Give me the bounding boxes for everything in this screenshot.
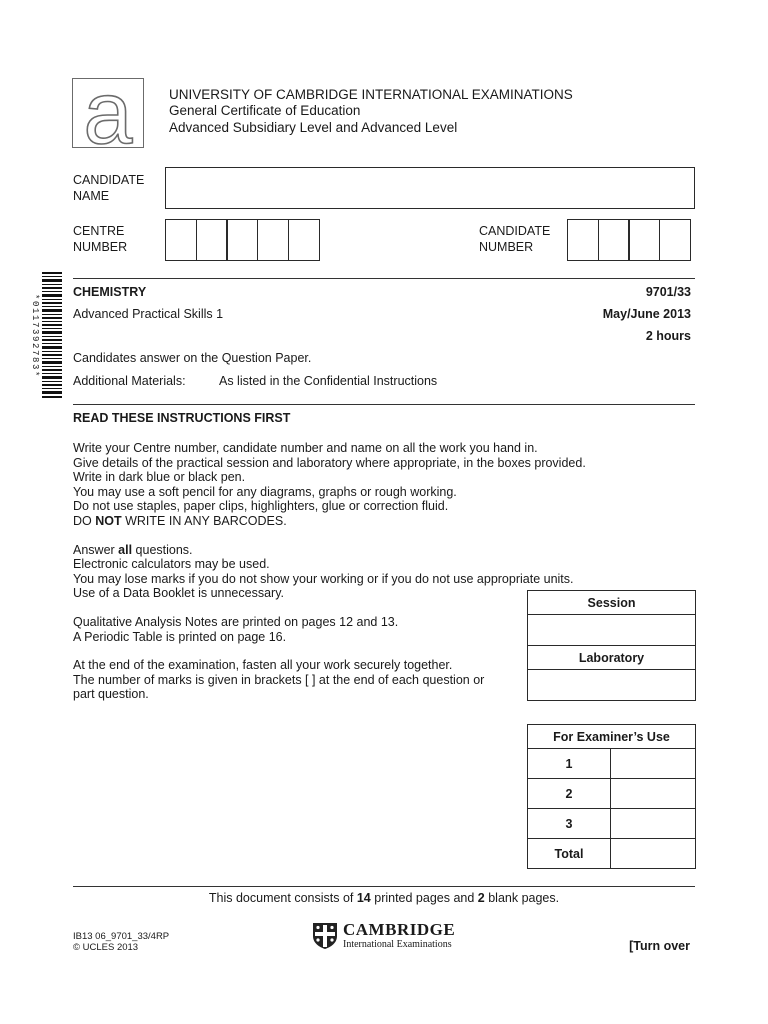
materials-label: Additional Materials:	[73, 374, 186, 388]
question-2-mark[interactable]	[611, 779, 696, 809]
logo-letter: a	[83, 63, 133, 162]
cambridge-crest-icon	[312, 922, 338, 950]
question-3-label: 3	[528, 809, 611, 839]
centre-number-boxes[interactable]	[166, 219, 320, 261]
session-label: Session	[528, 591, 696, 615]
total-label: Total	[528, 839, 611, 869]
candidate-number-cell[interactable]	[628, 219, 660, 261]
materials-value: As listed in the Confidential Instructions	[219, 374, 438, 388]
centre-number-cell[interactable]	[288, 219, 320, 261]
question-2-label: 2	[528, 779, 611, 809]
exam-session: May/June 2013	[602, 307, 691, 321]
candidate-name-label: CANDIDATE NAME	[73, 173, 145, 203]
answer-location: Candidates answer on the Question Paper.	[73, 351, 312, 365]
centre-number-cell[interactable]	[165, 219, 197, 261]
centre-number-cell[interactable]	[196, 219, 228, 261]
centre-number-cell[interactable]	[226, 219, 258, 261]
turn-over-note: [Turn over	[629, 939, 690, 953]
candidate-number-cell[interactable]	[567, 219, 599, 261]
session-field[interactable]	[528, 615, 696, 646]
paper-title: Advanced Practical Skills 1	[73, 307, 224, 321]
question-1-mark[interactable]	[611, 749, 696, 779]
candidate-number-label: CANDIDATE NUMBER	[479, 224, 551, 254]
candidate-number-cell[interactable]	[659, 219, 691, 261]
divider	[73, 404, 695, 405]
cambridge-brand-sub: International Examinations	[343, 939, 452, 950]
examiners-use-table	[527, 724, 696, 869]
barcode-number: *0117392783*	[30, 293, 40, 378]
paper-code: 9701/33	[645, 285, 691, 299]
header-level: Advanced Subsidiary Level and Advanced Level	[169, 120, 458, 135]
question-1-label: 1	[528, 749, 611, 779]
page-count-note: This document consists of 14 printed pages and 2 blank pages.	[208, 891, 560, 905]
candidate-number-cell[interactable]	[598, 219, 630, 261]
cambridge-brand: CAMBRIDGE	[343, 920, 456, 939]
subject-name: CHEMISTRY	[73, 285, 147, 299]
candidate-number-boxes[interactable]	[568, 219, 691, 261]
instructions-heading: READ THESE INSTRUCTIONS FIRST	[73, 411, 291, 425]
divider	[73, 278, 695, 279]
centre-number-label: CENTRE NUMBER	[73, 224, 128, 254]
header-university: UNIVERSITY OF CAMBRIDGE INTERNATIONAL EXAMINATIONS	[169, 87, 573, 102]
examiners-use-title: For Examiner’s Use	[528, 725, 696, 749]
exam-duration: 2 hours	[645, 329, 691, 343]
session-laboratory-table	[527, 590, 696, 701]
laboratory-label: Laboratory	[528, 646, 696, 670]
total-mark[interactable]	[611, 839, 696, 869]
question-3-mark[interactable]	[611, 809, 696, 839]
paper-reference: IB13 06_9701_33/4RP © UCLES 2013	[73, 931, 170, 953]
instructions-body: Write your Centre number, candidate number and name on all the work you hand in. Give details of the practical session and laboratory where appropriate, in the boxes provided. Write in dark blue or black pen. You may use a soft pencil for any diagrams, graphs or rough working. Do not use staples, paper clips, highlighters, glue or correction fluid. DO NOT WRITE IN ANY BARCODES. Answer all questions. Electronic calculators may be used. You may lose marks if you do not show your working or if you do not use appropriate units. Use of a Data Booklet is unnecessary. Qualitative Analysis Notes are printed on pages 12 and 13. A Periodic Table is printed on page 16. At the end of the examination, fasten all your work securely together. The number of marks is given in brackets [ ] at the end of each question or part question.	[73, 441, 633, 702]
barcode-warning: DO NOT WRITE IN ANY BARCODES.	[73, 513, 287, 528]
exam-board-logo	[72, 63, 144, 162]
divider	[73, 886, 695, 887]
centre-number-cell[interactable]	[257, 219, 289, 261]
laboratory-field[interactable]	[528, 670, 696, 701]
candidate-name-field[interactable]	[165, 167, 695, 209]
header-certificate: General Certificate of Education	[169, 103, 361, 118]
